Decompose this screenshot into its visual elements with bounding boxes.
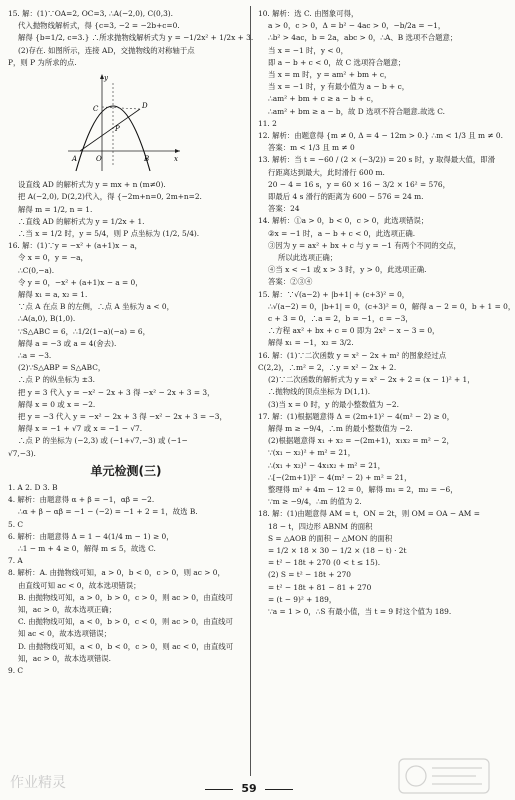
right-column xyxy=(258,8,515,618)
text-line: 答案：m < 1/3 且 m ≠ 0 xyxy=(268,143,355,153)
point-P-label: P xyxy=(115,125,120,134)
text-line: ∴点 P 的纵坐标为 ±3. xyxy=(18,375,95,385)
text-line: 由直线可知 ac < 0，故本选项错误； xyxy=(18,580,141,590)
text-line: 整理得 m² + 4m − 12 = 0，解得 m₁ = 2，m₂ = −6， xyxy=(268,484,458,494)
text-line: 解得 x = 0 或 x = −2. xyxy=(18,399,96,409)
text-line: 13. 解析：当 t = −60 / (2 × (−3/2)) = 20 s 时，y 取得最大值，即滑 xyxy=(258,155,496,165)
text-line: ∵S△ABC = 6，∴1/2(1−a)(−a) = 6， xyxy=(18,326,151,336)
text-line: S = △AOB 的面积 − △MON 的面积 xyxy=(268,533,393,543)
text-line: (2)存在. 如图所示，连接 AD，交抛物线的对称轴于点 xyxy=(18,45,195,55)
text-line: ∴b² > 4ac，b = 2a，abc > 0，∴A、B 选项不合题意； xyxy=(268,33,458,43)
text-line: 16. 解：(1)∵y = −x² + (a+1)x − a， xyxy=(8,241,142,251)
text-line: 4. 解析：由题意得 α + β = −1，αβ = −2. xyxy=(8,495,155,505)
point-A-label: A xyxy=(72,155,78,164)
text-line: ∴A(a,0), B(1,0). xyxy=(18,314,76,324)
point-D-label: D xyxy=(142,102,148,111)
origin-label: O xyxy=(96,155,102,164)
text-line: ∴当 x = 1/2 时，y = 5/4，则 P 点坐标为 (1/2, 5/4). xyxy=(18,229,200,239)
page-number: 59 xyxy=(241,782,257,795)
text-line: 1. A 2. D 3. B xyxy=(8,482,58,492)
text-line: 17. 解：(1)根据题意得 Δ = (2m+1)² − 4(m² − 2) ≥ 0， xyxy=(258,411,455,421)
text-line: 11. 2 xyxy=(258,118,277,128)
text-line: 知，ac > 0，故本选项正确； xyxy=(18,604,117,614)
text-line: ∴am² + bm ≥ a − b，故 D 选项不符合题意.故选 C. xyxy=(268,106,445,116)
text-line: 令 x = 0，y = −a， xyxy=(18,253,88,263)
text-line: 解得 {b=1/2, c=3.} ∴所求抛物线解析式为 y = −1/2x² + 1/2x + 3. xyxy=(18,33,254,43)
x-axis-arrow xyxy=(175,149,180,153)
text-line: ④当 x < −1 或 x > 3 时，y > 0，此选项正确. xyxy=(268,265,427,275)
text-line: 20 − 4 = 16 s，y = 60 × 16 − 3/2 × 16² = 576， xyxy=(268,179,451,189)
footer-dash-right xyxy=(265,789,293,790)
text-line: = t² − 18t + 270 (0 < t ≤ 15). xyxy=(268,558,381,568)
watermark-left: 作业精灵 xyxy=(10,775,66,791)
column-divider xyxy=(250,6,251,776)
text-line: 解得 a = −3 或 a = 4(舍去). xyxy=(18,338,117,348)
text-line: (2)根据题意得 x₁ + x₂ = −(2m+1)，x₁x₂ = m² − 2， xyxy=(268,436,454,446)
text-line: 把 A(−2,0), D(2,2)代入，得 {−2m+n=0, 2m+n=2. xyxy=(18,192,202,202)
text-line: 解得 m = 1/2, n = 1. xyxy=(18,204,93,214)
text-line: 答案：24 xyxy=(268,204,300,214)
text-line: 即 a − b + c < 0，故 C 选项符合题意； xyxy=(268,57,406,67)
text-line: a > 0，c > 0，Δ = b² − 4ac > 0，−b/2a = −1， xyxy=(268,21,446,31)
text-line: 6. 解析：由题意得 Δ = 1 − 4(1/4 m − 1) ≥ 0， xyxy=(8,531,174,541)
text-line: 18 − t，四边形 ABNM 的面积 xyxy=(268,521,373,531)
text-line: C. 由抛物线可知，a < 0，b > 0，c < 0，则 ac > 0，由直线可 xyxy=(18,617,233,627)
line-AD xyxy=(80,109,140,151)
text-line: 当 x = −1 时，y < 0， xyxy=(268,45,348,55)
text-line: ∵(x₁ − x₂)² + m² = 21， xyxy=(268,448,356,458)
text-line: (3)当 x = 0 时，y 的最小整数值为 −2. xyxy=(268,399,399,409)
text-line: 7. A xyxy=(8,556,23,566)
y-label: y xyxy=(104,74,108,83)
text-line: 把 y = 3 代入 y = −x² − 2x + 3 得 −x² − 2x + 3 = 3， xyxy=(18,387,215,397)
text-line: (2)∵二次函数的解析式为 y = x² − 2x + 2 = (x − 1)² + 1， xyxy=(268,375,475,385)
text-line: 10. 解析：选 C. 由图象可得， xyxy=(258,9,359,18)
text-line: 所以此选项正确； xyxy=(278,253,338,263)
text-line: 解得 x = −1 + √7 或 x = −1 − √7. xyxy=(18,424,143,434)
footer-dash-left xyxy=(205,789,233,790)
point-C-label: C xyxy=(93,105,99,114)
x-label: x xyxy=(174,155,178,164)
text-line: 15. 解：∵√(a−2) + |b+1| + (c+3)² = 0， xyxy=(258,289,410,299)
text-line: √7,−3). xyxy=(8,448,36,458)
text-line: ∴1 − m + 4 ≥ 0，解得 m ≤ 5，故选 C. xyxy=(18,543,156,553)
text-line: 知 ac < 0，故本选项错误； xyxy=(18,629,112,639)
text-line: 代入抛物线解析式，得 {c=3, −2 = −2b+c=0. xyxy=(18,21,180,31)
text-line: 即最后 4 s 滑行的距离为 600 − 576 = 24 m. xyxy=(268,192,424,202)
left-column xyxy=(8,8,254,677)
text-line: ∴C(0,−a). xyxy=(18,265,55,275)
text-line: ②x = −1 时，a − b + c < 0，此选项正确. xyxy=(268,228,416,238)
left-block-1 xyxy=(8,8,254,69)
text-line: 解得 m ≥ −9/4，∴m 的最小整数值为 −2. xyxy=(268,423,413,433)
text-line: (2)∵S△ABP = S△ABC， xyxy=(18,363,106,373)
text-line: ∴(x₁ + x₂)² − 4x₁x₂ + m² = 21， xyxy=(268,460,385,470)
text-line: 当 x = −1 时，y 有最小值为 a − b + c， xyxy=(268,82,410,92)
text-line: ∵m ≥ −9/4，∴m 的值为 2. xyxy=(268,497,362,507)
text-line: B. 由抛物线可知，a > 0，b > 0，c > 0，则 ac > 0，由直线可 xyxy=(18,592,233,602)
text-line: 解得 x₁ = a, x₂ = 1. xyxy=(18,290,88,300)
parabola-graph xyxy=(64,71,184,173)
text-line: ∵a = 1 > 0，∴S 有最小值，当 t = 9 时这个值为 189. xyxy=(268,606,452,616)
text-line: = t² − 18t + 81 − 81 + 270 xyxy=(268,582,372,592)
text-line: 答案：②③④ xyxy=(268,277,313,287)
section-title: 单元检测(三) xyxy=(90,463,162,478)
text-line: ∵点 A 在点 B 的左侧，∴点 A 坐标为 a < 0， xyxy=(18,302,175,312)
text-line: 5. C xyxy=(8,519,24,529)
text-line: P，则 P 为所求的点. xyxy=(8,57,77,67)
text-line: C(2,2)，∴m² = 2，∴y = x² − 2x + 2. xyxy=(258,362,397,372)
text-line: 18. 解：(1)由题意得 AM = t，ON = 2t，则 OM = OA − AM = xyxy=(258,509,480,519)
text-line: ∴方程 ax² + bx + c = 0 即为 2x² − x − 3 = 0， xyxy=(268,326,440,336)
text-line: ∴α + β − αβ = −1 − (−2) = −1 + 2 = 1，故选 B. xyxy=(18,507,198,517)
watermark-logo xyxy=(398,758,490,794)
text-line: ∴am² + bm + c ≥ a − b + c， xyxy=(268,94,379,104)
text-line: 9. C xyxy=(8,665,24,675)
text-line: = 1/2 × 18 × 30 − 1/2 × (18 − t) · 2t xyxy=(268,545,407,555)
text-line: ∴抛物线的顶点坐标为 D(1,1). xyxy=(268,387,371,397)
text-line: c + 3 = 0，∴a = 2，b = −1，c = −3， xyxy=(268,314,413,324)
text-line: 15. 解：(1)∵OA=2, OC=3, ∴A(−2,0), C(0,3). xyxy=(8,9,174,18)
text-line: 令 y = 0，−x² + (a+1)x − a = 0， xyxy=(18,277,143,287)
text-line: 16. 解：(1)∵二次函数 y = x² − 2x + m² 的图象经过点 xyxy=(258,350,447,360)
text-line: 8. 解析：A. 由抛物线可知，a > 0，b < 0，c > 0，则 ac > 0， xyxy=(8,568,225,578)
text-line: (2) S = t² − 18t + 270 xyxy=(268,570,351,580)
text-line: D. 由抛物线可知，a < 0，b < 0，c > 0，则 ac < 0，由直线可 xyxy=(18,641,234,651)
left-block-2 xyxy=(8,179,244,460)
text-line: 设直线 AD 的解析式为 y = mx + n (m≠0). xyxy=(18,180,166,190)
text-line: ∴√(a−2) = 0，|b+1| = 0，(c+3)² = 0，解得 a − 2 = 0，b + 1 = 0， xyxy=(268,301,515,311)
text-line: ③因为 y = ax² + bx + c 与 y = −1 有两个不同的交点， xyxy=(268,240,461,250)
left-block-3 xyxy=(8,482,244,677)
text-line: ∴[−(2m+1)]² − 4(m² − 2) + m² = 21， xyxy=(268,472,412,482)
text-line: 行距离达到最大，此时滑行 600 m. xyxy=(268,167,385,177)
text-line: = (t − 9)² + 189， xyxy=(268,594,337,604)
text-line: 把 y = −3 代入 y = −x² − 2x + 3 得 −x² − 2x + 3 = −3， xyxy=(18,412,227,422)
text-line: ∴直线 AD 的解析式为 y = 1/2x + 1. xyxy=(18,216,145,226)
text-line: 知，ac > 0，故本选项错误. xyxy=(18,653,112,663)
text-line: 12. 解析：由题意得 {m ≠ 0, Δ = 4 − 12m > 0.} ∴m < 1/3 且 m ≠ 0. xyxy=(258,131,503,141)
text-line: 当 x = m 时，y = am² + bm + c， xyxy=(268,70,392,80)
point-B-label: B xyxy=(144,155,150,164)
text-line: 解得 x₁ = −1，x₂ = 3/2. xyxy=(268,338,354,348)
text-line: ∴点 P 的坐标为 (−2,3) 或 (−1+√7,−3) 或 (−1− xyxy=(18,436,188,446)
text-line: 14. 解析：①a > 0，b < 0，c > 0，此选项错误； xyxy=(258,216,429,226)
right-block xyxy=(258,8,515,618)
text-line: ∴a = −3. xyxy=(18,351,52,361)
